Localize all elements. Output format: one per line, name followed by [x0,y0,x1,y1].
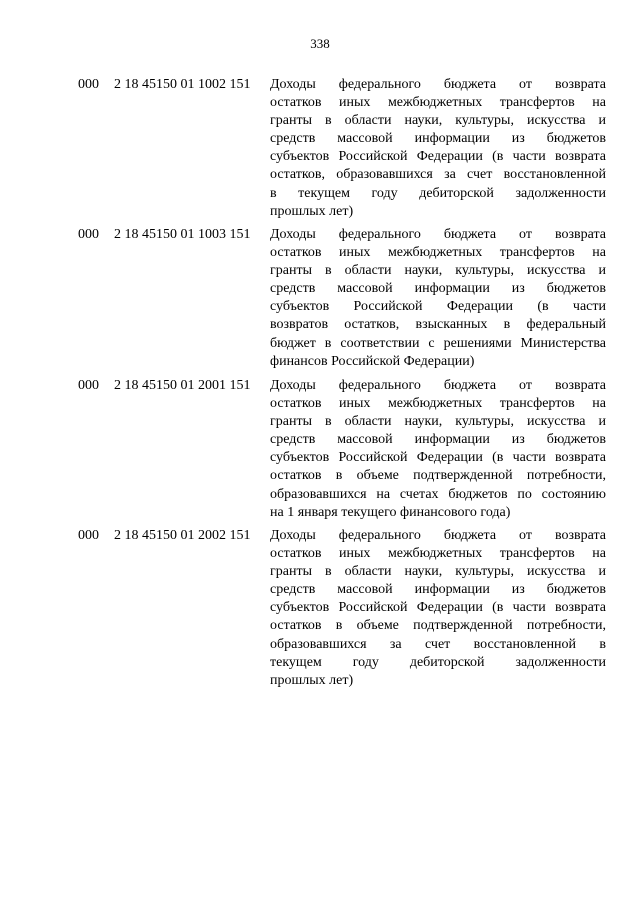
description-line: гранты в области науки, культуры, искусства и [270,263,606,279]
description-line: субъектов Российской Федерации (в части [270,299,606,315]
description-line: субъектов Российской Федерации (в части возврата [270,149,606,165]
description-line: гранты в области науки, культуры, искусства и [270,564,606,580]
description-line: Доходы федерального бюджета от возврата [270,528,606,543]
income-description-3 [270,377,606,522]
description-line: в текущем году дебиторской задолженности [270,185,606,201]
description-line: остатков в объеме подтвержденной потребности, [270,468,606,484]
description-line: прошлых лет) [270,672,354,688]
description-line: остатков иных межбюджетных трансфертов на [270,546,606,562]
budget-classification-code-4: 2 18 45150 01 2002 151 [114,528,251,543]
description-line: бюджет в соответствии с решениями Министерства [270,335,606,351]
page-number: 338 [310,36,330,51]
description-line: остатков иных межбюджетных трансфертов на [270,396,606,412]
description-line: на 1 января текущего финансового года) [270,504,511,520]
admin-code-4: 000 [78,528,99,543]
description-line: остатков иных межбюджетных трансфертов на [270,245,606,261]
admin-code-3: 000 [78,378,99,393]
budget-classification-code-2: 2 18 45150 01 1003 151 [114,227,251,242]
description-line: средств массовой информации из бюджетов [270,281,606,297]
description-line: возвратов остатков, взысканных в федеральный [270,317,606,333]
description-line: прошлых лет) [270,203,354,219]
admin-code-2: 000 [78,227,99,242]
description-line: гранты в области науки, культуры, искусства и [270,414,606,430]
description-line: остатков в объеме подтвержденной потребности, [270,618,606,634]
description-line: финансов Российской Федерации) [270,353,475,369]
income-description-4 [270,527,606,690]
income-description-1 [270,76,606,221]
description-line: Доходы федерального бюджета от возврата [270,77,606,92]
description-line: субъектов Российской Федерации (в части возврата [270,450,606,466]
description-line: Доходы федерального бюджета от возврата [270,227,606,242]
description-line: остатков иных межбюджетных трансфертов на [270,95,606,111]
description-line: текущем году дебиторской задолженности [270,654,606,670]
description-line: образовавшихся за счет восстановленной в [270,636,606,652]
budget-classification-code-1: 2 18 45150 01 1002 151 [114,77,251,92]
description-line: субъектов Российской Федерации (в части возврата [270,600,606,616]
description-line: остатков, образовавшихся за счет восстановленной [270,167,606,183]
description-line: средств массовой информации из бюджетов [270,582,606,598]
description-line: гранты в области науки, культуры, искусства и [270,113,606,129]
description-line: Доходы федерального бюджета от возврата [270,378,606,393]
budget-classification-code-3: 2 18 45150 01 2001 151 [114,378,251,393]
description-line: образовавшихся на счетах бюджетов по состоянию [270,486,606,502]
description-line: средств массовой информации из бюджетов [270,131,606,147]
income-description-2 [270,226,606,371]
admin-code-1: 000 [78,77,99,92]
description-line: средств массовой информации из бюджетов [270,432,606,448]
